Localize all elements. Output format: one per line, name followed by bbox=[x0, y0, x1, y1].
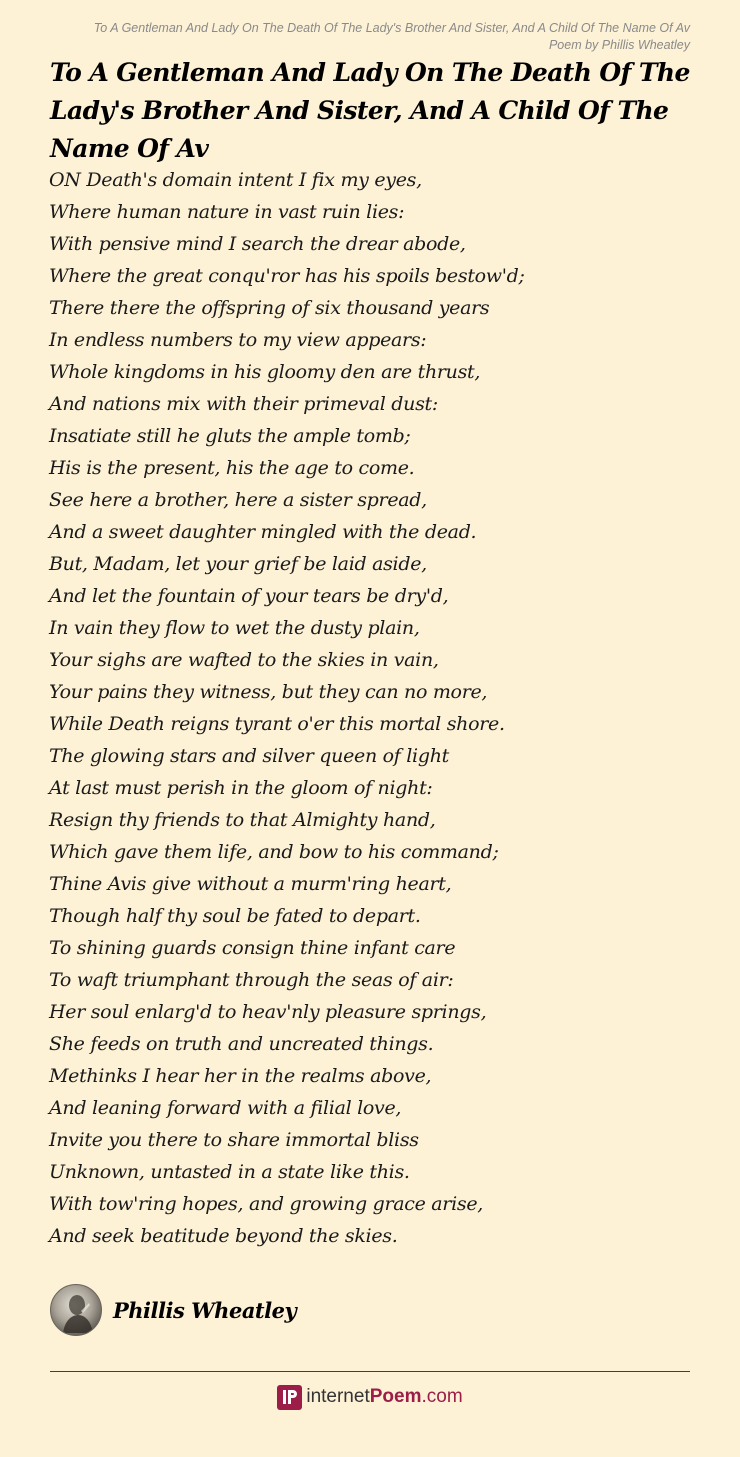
poem-line: And leaning forward with a filial love, bbox=[49, 1097, 402, 1119]
poem-line: Resign thy friends to that Almighty hand, bbox=[49, 809, 436, 831]
footer-divider bbox=[50, 1371, 690, 1372]
poem-line: She feeds on truth and uncreated things. bbox=[49, 1033, 434, 1055]
poem-line: Her soul enlarg'd to heav'nly pleasure springs, bbox=[49, 1001, 487, 1023]
poem-line: There there the offspring of six thousand years bbox=[49, 297, 490, 319]
poem-line: With pensive mind I search the drear abode, bbox=[49, 233, 466, 255]
poem-line: At last must perish in the gloom of night: bbox=[49, 777, 433, 799]
poem-line: To shining guards consign thine infant care bbox=[49, 937, 456, 959]
poem-line: In endless numbers to my view appears: bbox=[49, 329, 427, 351]
poem-line: In vain they flow to wet the dusty plain, bbox=[49, 617, 420, 639]
logo-text[interactable] bbox=[306, 1386, 462, 1408]
author-avatar[interactable] bbox=[50, 1284, 102, 1336]
poem-line: Insatiate still he gluts the ample tomb; bbox=[49, 425, 411, 447]
poem-line: Unknown, untasted in a state like this. bbox=[49, 1161, 410, 1183]
author-portrait-icon bbox=[51, 1285, 101, 1335]
poem-line: And a sweet daughter mingled with the dead. bbox=[49, 521, 477, 543]
poem-line: His is the present, his the age to come. bbox=[49, 457, 415, 479]
poem-line: Which gave them life, and bow to his command; bbox=[49, 841, 499, 863]
poem-line: Whole kingdoms in his gloomy den are thrust, bbox=[49, 361, 481, 383]
logo-brand: Poem bbox=[369, 1386, 422, 1407]
poem-line: Methinks I hear her in the realms above, bbox=[49, 1065, 432, 1087]
author-name[interactable]: Phillis Wheatley bbox=[113, 1297, 297, 1323]
poem-title: To A Gentleman And Lady On The Death Of The Lady's Brother And Sister, And A Child Of The Name Of Av bbox=[50, 58, 690, 163]
poem-line: The glowing stars and silver queen of light bbox=[49, 745, 449, 767]
poem-line: See here a brother, here a sister spread, bbox=[49, 489, 427, 511]
header-poem-title: To A Gentleman And Lady On The Death Of The Lady's Brother And Sister, And A Child Of The Name Of Av bbox=[93, 21, 690, 35]
poem-body bbox=[49, 164, 709, 1252]
author-row[interactable] bbox=[50, 1284, 296, 1336]
poem-line: To waft triumphant through the seas of air: bbox=[49, 969, 454, 991]
poem-line: ON Death's domain intent I fix my eyes, bbox=[49, 169, 422, 191]
header-byline: Poem by Phillis Wheatley bbox=[548, 38, 690, 52]
poem-line: While Death reigns tyrant o'er this mortal shore. bbox=[49, 713, 505, 735]
site-logo[interactable] bbox=[0, 1382, 740, 1412]
header-meta bbox=[94, 20, 690, 54]
poem-line: And seek beatitude beyond the skies. bbox=[49, 1225, 398, 1247]
poem-line: Thine Avis give without a murm'ring heart, bbox=[49, 873, 452, 895]
poem-line: Where the great conqu'ror has his spoils bestow'd; bbox=[49, 265, 525, 287]
poem-line: Where human nature in vast ruin lies: bbox=[49, 201, 405, 223]
poem-line: Though half thy soul be fated to depart. bbox=[49, 905, 421, 927]
poem-line: With tow'ring hopes, and growing grace arise, bbox=[49, 1193, 484, 1215]
ip-logo-icon bbox=[277, 1385, 302, 1410]
logo-prefix: internet bbox=[306, 1386, 370, 1407]
poem-line: Your pains they witness, but they can no more, bbox=[49, 681, 488, 703]
logo-suffix: .com bbox=[421, 1386, 463, 1407]
poem-line: Invite you there to share immortal bliss bbox=[49, 1129, 419, 1151]
poem-line: Your sighs are wafted to the skies in vain, bbox=[49, 649, 439, 671]
poem-line: And let the fountain of your tears be dry'd, bbox=[49, 585, 449, 607]
poem-line: And nations mix with their primeval dust: bbox=[49, 393, 438, 415]
poem-line: But, Madam, let your grief be laid aside, bbox=[49, 553, 427, 575]
